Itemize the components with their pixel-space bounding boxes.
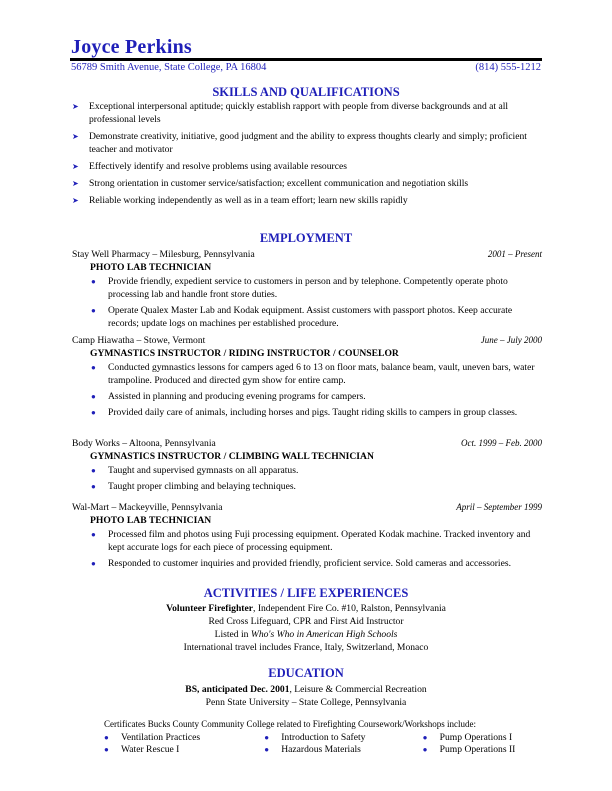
- bullet-icon: ●: [422, 733, 428, 742]
- job-duty: ● Assisted in planning and producing evening programs for campers.: [91, 391, 366, 402]
- arrow-bullet-icon: ➤: [72, 132, 79, 141]
- bullet-icon: ●: [422, 745, 428, 754]
- job-position: GYMNASTICS INSTRUCTOR / RIDING INSTRUCTOR / COUNSELOR: [90, 348, 399, 359]
- resume-name: Joyce Perkins: [71, 36, 192, 58]
- bullet-icon: ●: [91, 482, 96, 491]
- skill-item: ➤ Demonstrate creativity, initiative, good judgment and the ability to express thoughts clearly and simply; proficient teacher and motivator: [72, 131, 527, 155]
- job-entry: [72, 334, 542, 422]
- job-dates: June – July 2000: [480, 335, 542, 345]
- bullet-icon: ●: [91, 392, 96, 401]
- job-dates: 2001 – Present: [487, 249, 542, 259]
- skills-list: [72, 100, 540, 211]
- job-position: PHOTO LAB TECHNICIAN: [90, 515, 212, 526]
- job-position: PHOTO LAB TECHNICIAN: [90, 262, 212, 273]
- bullet-icon: ●: [91, 363, 96, 372]
- job-duty: ● Provided daily care of animals, including horses and pigs. Taught riding skills to campers in group classes.: [91, 407, 518, 418]
- bullet-icon: ●: [91, 466, 96, 475]
- job-employer: Body Works – Altoona, Pennsylvania: [72, 438, 216, 449]
- job-duty: ● Conducted gymnastics lessons for campers aged 6 to 13 on floor mats, balance beam, vault, uneven bars, water trampoline. Produced and directed gym show for entire camp.: [91, 362, 535, 386]
- phone: (814) 555-1212: [475, 62, 541, 73]
- bullet-icon: ●: [264, 745, 270, 754]
- bullet-icon: ●: [104, 733, 109, 742]
- certificate-item: ● Ventilation Practices: [104, 732, 201, 743]
- bullet-icon: ●: [104, 745, 109, 754]
- job-duty: ● Taught proper climbing and belaying techniques.: [91, 481, 296, 492]
- header-divider: [70, 58, 542, 61]
- job-duty: ● Operate Qualex Master Lab and Kodak equipment. Assist customers with passport photos. Keep accurate records; update logs on machines per established procedure.: [91, 305, 513, 329]
- skill-item: ➤ Effectively identify and resolve problems using available resources: [72, 161, 347, 172]
- job-dates: Oct. 1999 – Feb. 2000: [461, 438, 542, 448]
- certificate-item: ● Water Rescue I: [104, 744, 180, 755]
- job-entry: [72, 437, 542, 496]
- certificate-item: ● Pump Operations I: [422, 732, 513, 743]
- activities-heading: ACTIVITIES / LIFE EXPERIENCES: [203, 586, 409, 600]
- activity-line: Listed in Who's Who in American High Schools: [214, 629, 398, 640]
- skills-heading: SKILLS AND QUALIFICATIONS: [212, 85, 400, 99]
- arrow-bullet-icon: ➤: [72, 179, 79, 188]
- bullet-icon: ●: [91, 306, 96, 315]
- activity-line: International travel includes France, Italy, Switzerland, Monaco: [183, 642, 429, 653]
- arrow-bullet-icon: ➤: [72, 196, 79, 205]
- bullet-icon: ●: [91, 277, 96, 286]
- job-employer: Wal-Mart – Mackeyville, Pennsylvania: [72, 502, 223, 513]
- job-employer: Stay Well Pharmacy – Milesburg, Pennsylvania: [72, 249, 255, 260]
- bullet-icon: ●: [91, 559, 96, 568]
- skill-item: ➤ Reliable working independently as well as in a team effort; learn new skills rapidly: [72, 195, 408, 206]
- job-entry: [72, 248, 542, 333]
- job-employer: Camp Hiawatha – Stowe, Vermont: [72, 335, 206, 346]
- bullet-icon: ●: [264, 733, 270, 742]
- skill-item: ➤ Strong orientation in customer service/satisfaction; excellent communication and negotiation skills: [72, 178, 469, 189]
- job-duty: ● Responded to customer inquiries and provided friendly, proficient service. Sold cameras and accessories.: [91, 558, 511, 569]
- activity-line: Red Cross Lifeguard, CPR and First Aid Instructor: [208, 616, 404, 627]
- bullet-icon: ●: [91, 408, 96, 417]
- certificates-intro: Certificates Bucks County Community College related to Firefighting Coursework/Workshops include:: [104, 719, 476, 729]
- arrow-bullet-icon: ➤: [72, 102, 79, 111]
- education-heading: EDUCATION: [268, 666, 344, 680]
- arrow-bullet-icon: ➤: [72, 162, 79, 171]
- address: 56789 Smith Avenue, State College, PA 16804: [71, 62, 267, 73]
- certificate-item: ● Introduction to Safety: [264, 732, 366, 743]
- job-position: GYMNASTICS INSTRUCTOR / CLIMBING WALL TECHNICIAN: [90, 451, 374, 462]
- certificate-item: ● Hazardous Materials: [264, 744, 361, 755]
- bullet-icon: ●: [91, 530, 96, 539]
- activity-line: Volunteer Firefighter, Independent Fire Co. #10, Ralston, Pennsylvania: [166, 603, 446, 614]
- job-duty: ● Processed film and photos using Fuji processing equipment. Operated Kodak machine. Tracked inventory and kept accurate logs for each piece of processing equipment.: [91, 529, 531, 553]
- job-dates: April – September 1999: [456, 502, 542, 512]
- contact-line: [71, 62, 541, 73]
- certificates-grid: [104, 731, 544, 755]
- job-duty: ● Taught and supervised gymnasts on all apparatus.: [91, 465, 299, 476]
- certificate-item: ● Pump Operations II: [422, 744, 516, 755]
- degree-line: BS, anticipated Dec. 2001, Leisure & Commercial Recreation: [185, 684, 427, 695]
- employment-heading: EMPLOYMENT: [259, 231, 353, 245]
- school-line: Penn State University – State College, Pennsylvania: [205, 697, 407, 708]
- job-duty: ● Provide friendly, expedient service to customers in person and by telephone. Competently operate photo processing lab and handle front store duties.: [91, 276, 508, 300]
- job-entry: [72, 501, 542, 573]
- skill-item: ➤ Exceptional interpersonal aptitude; quickly establish rapport with people from diverse backgrounds and at all professional levels: [72, 101, 509, 125]
